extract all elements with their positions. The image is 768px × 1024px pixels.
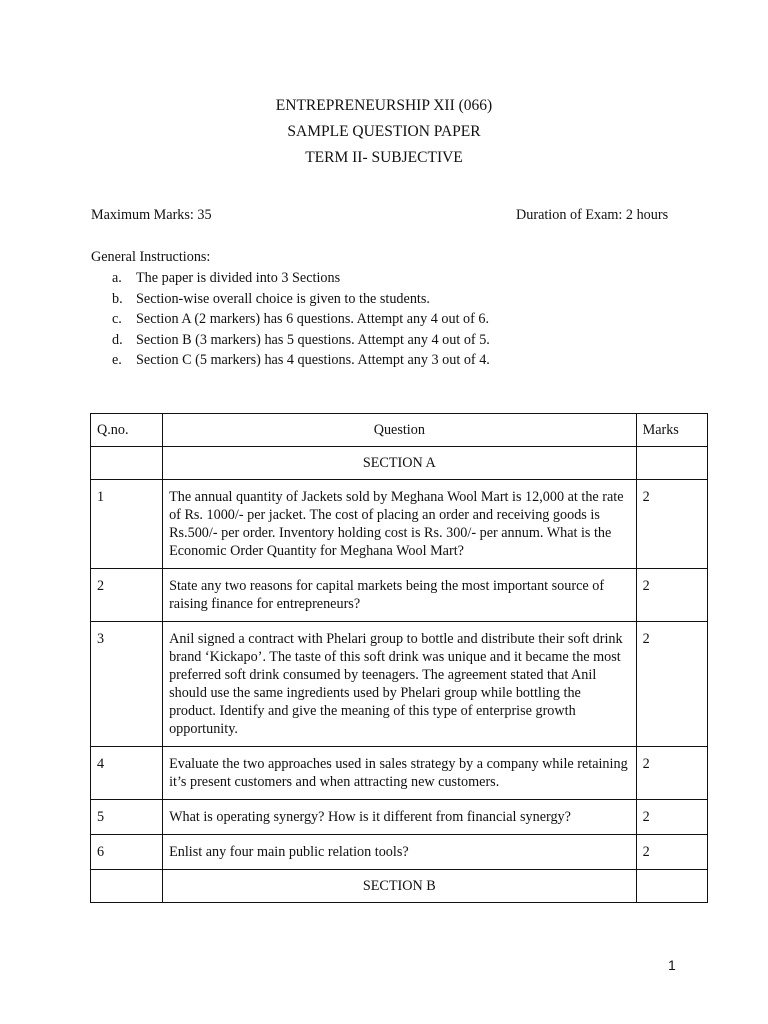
header-question: Question	[163, 414, 637, 447]
question-marks: 2	[636, 747, 707, 800]
question-marks: 2	[636, 569, 707, 622]
question-marks: 2	[636, 622, 707, 747]
question-text: State any two reasons for capital markets being the most important source of raising finance for entrepreneurs?	[163, 569, 637, 622]
instruction-text: Section C (5 markers) has 4 questions. Attempt any 3 out of 4.	[136, 352, 490, 368]
questions-table	[90, 413, 708, 903]
max-marks: Maximum Marks: 35	[91, 207, 212, 223]
section-a-heading: SECTION A	[163, 447, 637, 480]
header-marks: Marks	[636, 414, 707, 447]
question-marks: 2	[636, 800, 707, 835]
instruction-text: Section B (3 markers) has 5 questions. Attempt any 4 out of 5.	[136, 331, 490, 348]
instruction-item	[112, 350, 490, 371]
term-title: TERM II- SUBJECTIVE	[305, 149, 463, 166]
instruction-text: The paper is divided into 3 Sections	[136, 270, 341, 286]
question-text: What is operating synergy? How is it different from financial synergy?	[163, 800, 637, 835]
table-row	[91, 569, 708, 622]
instruction-label: e.	[112, 352, 122, 368]
question-number: 1	[91, 480, 163, 569]
question-number: 5	[91, 800, 163, 835]
table-row	[91, 622, 708, 747]
instruction-label: a.	[112, 270, 122, 286]
table-row	[91, 835, 708, 870]
empty-cell	[636, 447, 707, 480]
subject-title: ENTREPRENEURSHIP XII (066)	[275, 97, 493, 114]
instruction-item	[112, 289, 490, 310]
instruction-item	[112, 268, 490, 289]
empty-cell	[91, 870, 163, 903]
empty-cell	[636, 870, 707, 903]
instruction-label: b.	[112, 290, 123, 307]
question-text: Evaluate the two approaches used in sales strategy by a company while retaining it’s present customers and when attracting new customers.	[163, 747, 637, 800]
table-row	[91, 480, 708, 569]
question-number: 3	[91, 622, 163, 747]
question-number: 6	[91, 835, 163, 870]
question-text: The annual quantity of Jackets sold by Meghana Wool Mart is 12,000 at the rate of Rs. 1000/- per jacket. The cost of placing an order and receiving goods is Rs.500/- per order. Inventory holding cost is Rs. 300/- per annum. What is the Economic Order Quantity for Meghana Wool Mart?	[163, 480, 637, 569]
duration: Duration of Exam: 2 hours	[516, 207, 669, 223]
table-row	[91, 747, 708, 800]
question-text: Enlist any four main public relation tools?	[163, 835, 637, 870]
general-instructions-heading: General Instructions:	[91, 249, 211, 265]
instruction-item	[112, 309, 490, 330]
general-instructions-list	[112, 268, 490, 371]
table-header-row	[91, 414, 708, 447]
instruction-label: c.	[112, 311, 122, 327]
paper-type: SAMPLE QUESTION PAPER	[287, 123, 481, 140]
section-b-row	[91, 870, 708, 903]
question-marks: 2	[636, 480, 707, 569]
section-b-heading: SECTION B	[163, 870, 637, 903]
question-number: 2	[91, 569, 163, 622]
instruction-text: Section A (2 markers) has 6 questions. Attempt any 4 out of 6.	[136, 311, 490, 327]
question-number: 4	[91, 747, 163, 800]
paper-title	[0, 93, 768, 171]
page-number: 1	[668, 957, 676, 973]
instruction-item	[112, 330, 490, 351]
header-qno: Q.no.	[91, 414, 163, 447]
section-a-row	[91, 447, 708, 480]
question-text: Anil signed a contract with Phelari group to bottle and distribute their soft drink brand ‘Kickapo’. The taste of this soft drink was unique and it became the most preferred soft drink consumed by teenagers. The agreement stated that Anil should use the same ingredients used by Phelari group while bottling the product. Identify and give the meaning of this type of enterprise growth opportunity.	[163, 622, 637, 747]
question-marks: 2	[636, 835, 707, 870]
instruction-label: d.	[112, 331, 123, 348]
instruction-text: Section-wise overall choice is given to the students.	[136, 290, 430, 307]
table-row	[91, 800, 708, 835]
empty-cell	[91, 447, 163, 480]
